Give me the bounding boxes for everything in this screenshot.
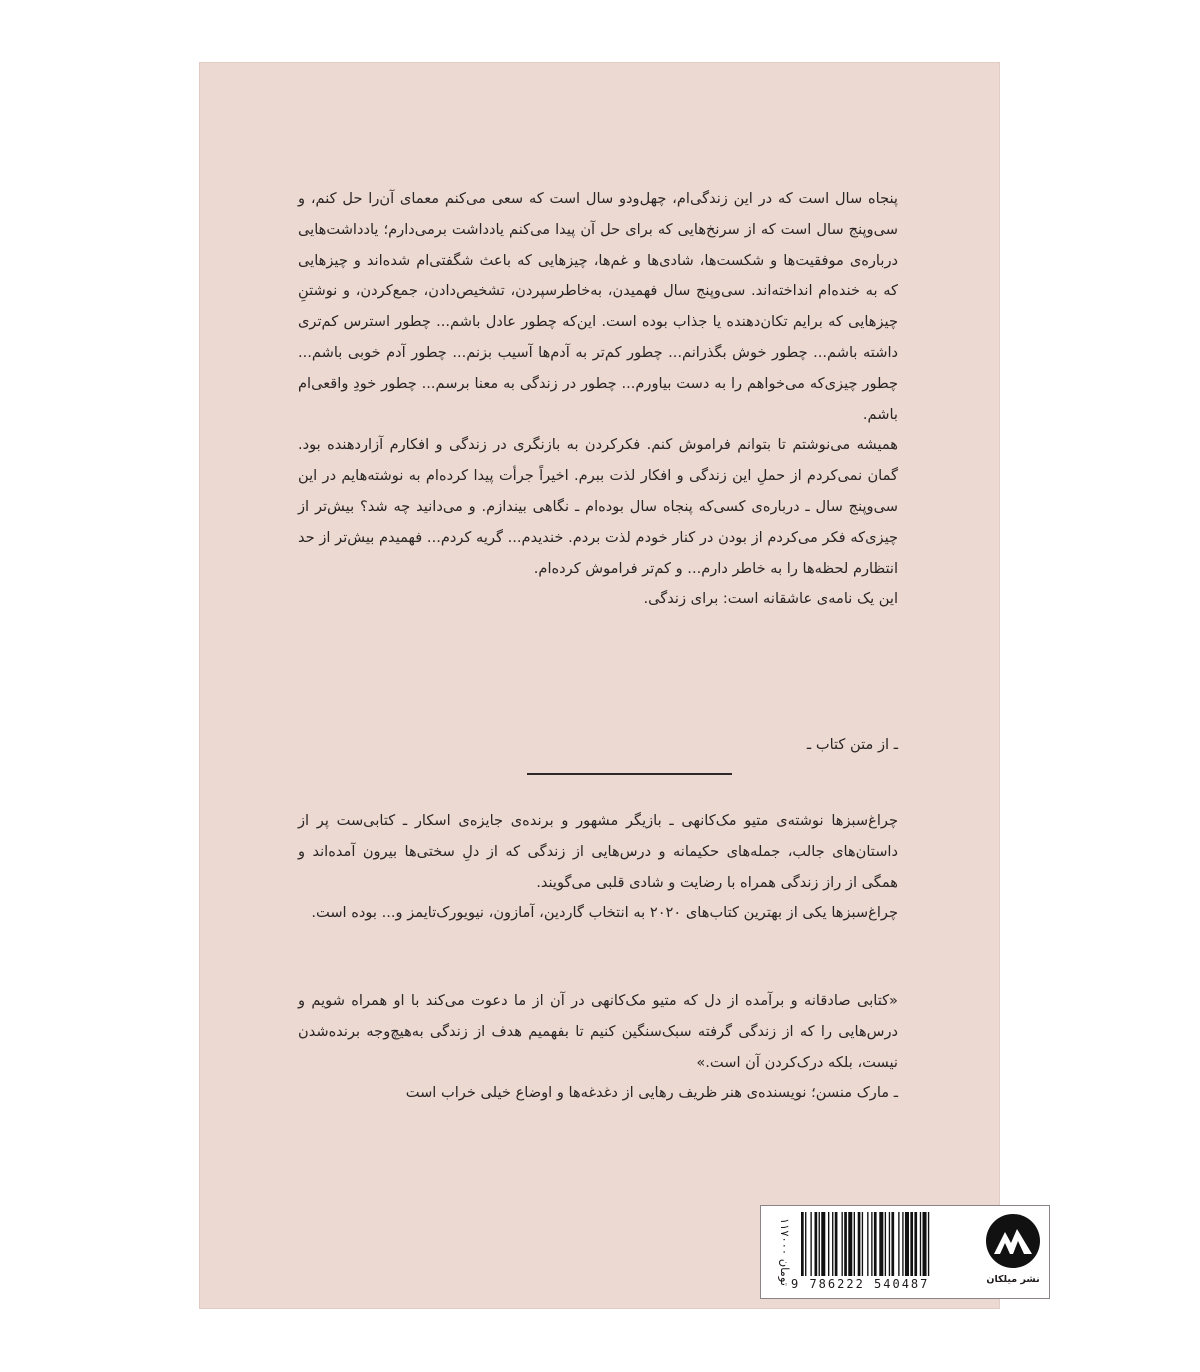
barcode-bar bbox=[832, 1212, 833, 1276]
barcode-bar bbox=[842, 1212, 843, 1276]
barcode bbox=[799, 1212, 971, 1276]
excerpt-source: ـ از متن کتاب ـ bbox=[806, 736, 898, 753]
description-paragraph: چراغ‌سبزها نوشته‌ی متیو مک‌کانهی ـ بازیگر مشهور و برنده‌ی جایزه‌ی اسکار ـ کتابی‌ست پر از داستان‌های جالب، جمله‌های حکیمانه و درس‌هایی از زندگی که از دلِ سختی‌ها بیرون آمده‌اند و همگی از راز زندگی همراه با رضایت و شادی قلبی می‌گویند. bbox=[298, 812, 898, 891]
barcode-bar bbox=[810, 1212, 811, 1276]
description-paragraph: چراغ‌سبزها یکی از بهترین کتاب‌های ۲۰۲۰ به انتخاب گاردین، آمازون، نیویورک‌تایمز و... بوده است. bbox=[311, 904, 898, 922]
barcode-bar bbox=[867, 1212, 868, 1276]
barcode-bar bbox=[928, 1212, 929, 1276]
barcode-bar bbox=[914, 1212, 917, 1276]
mountains-icon bbox=[985, 1212, 1041, 1270]
barcode-bar bbox=[821, 1212, 825, 1276]
price-label: ۱۱۷۰۰۰ تومان bbox=[778, 1218, 792, 1286]
barcode-bar bbox=[815, 1212, 818, 1276]
barcode-bar bbox=[891, 1212, 894, 1276]
publisher-logo bbox=[983, 1212, 1043, 1292]
barcode-bar bbox=[889, 1212, 890, 1276]
section-divider bbox=[527, 773, 732, 775]
isbn-number: 9 786222 540487 bbox=[791, 1277, 930, 1291]
review-attribution: ـ مارک منسن؛ نویسنده‌ی هنر ظریف رهایی از دغدغه‌ها و اوضاع خیلی خراب است bbox=[405, 1084, 898, 1102]
barcode-bar bbox=[871, 1212, 872, 1276]
barcode-bar bbox=[854, 1212, 855, 1276]
barcode-bar bbox=[801, 1212, 804, 1276]
book-excerpt bbox=[298, 184, 898, 615]
barcode-bar bbox=[844, 1212, 847, 1276]
barcode-bar bbox=[805, 1212, 806, 1276]
barcode-bar bbox=[874, 1212, 877, 1276]
barcode-bar bbox=[858, 1212, 861, 1276]
publisher-name: نشر میلکان bbox=[986, 1274, 1040, 1285]
barcode-bar bbox=[862, 1212, 863, 1276]
barcode-bar bbox=[819, 1212, 820, 1276]
barcode-bar bbox=[835, 1212, 838, 1276]
barcode-bar bbox=[828, 1212, 829, 1276]
barcode-bar bbox=[902, 1212, 903, 1276]
book-description bbox=[298, 806, 898, 929]
barcode-bar bbox=[898, 1212, 899, 1276]
barcode-bar bbox=[920, 1212, 921, 1276]
barcode-bar bbox=[923, 1212, 927, 1276]
book-back-cover bbox=[199, 62, 1040, 1309]
barcode-bar bbox=[910, 1212, 913, 1276]
barcode-bar bbox=[905, 1212, 909, 1276]
review-quote: «کتابی صادقانه و برآمده از دل که متیو مک‌کانهی در آن از ما دعوت می‌کند با او همراه شویم و درس‌هایی را که از زندگی گرفته سبک‌سنگین کنیم تا بفهمیم هدف از زندگی به‌هیچ‌وجه برنده‌شدن نیست، بلکه درک‌کردن آن است.» bbox=[298, 992, 898, 1071]
excerpt-paragraph: همیشه می‌نوشتم تا بتوانم فراموش کنم. فکرکردن به بازنگری در زندگی و افکارم آزاردهنده بود. گمان نمی‌کردم از حملِ این زندگی و افکار لذت ببرم. اخیراً جرأت پیدا کرده‌ام به نوشته‌هایم در این سی‌وپنج سال ـ درباره‌ی کسی‌که پنجاه سال بوده‌ام ـ نگاهی بیندازم. و می‌دانید چه شد؟ بیش‌تر از چیزی‌که فکر می‌کردم از بودن در کنار خودم لذت بردم. خندیدم... گریه کردم... فهمیدم بیش‌تر از حد انتظارم لحظه‌ها را به خاطر دارم... و کم‌تر فراموش کرده‌ام. bbox=[298, 436, 898, 577]
barcode-bar bbox=[879, 1212, 883, 1276]
barcode-panel bbox=[760, 1205, 1050, 1299]
review-blurb bbox=[298, 986, 898, 1109]
barcode-bar bbox=[885, 1212, 886, 1276]
excerpt-paragraph: پنجاه سال است که در این زندگی‌ام، چهل‌ودو سال است که سعی می‌کنم معمای آن‌را حل کنم، و سی‌وپنج سال است که از سرنخ‌هایی که برای حل آن پیدا می‌کنم یادداشت برمی‌دارم؛ یادداشت‌هایی درباره‌ی موفقیت‌ها و شکست‌ها، شادی‌ها و غم‌ها، چیزهایی که باعث شگفتی‌ام شده‌اند و چیزهایی که به خنده‌ام انداخته‌اند. سی‌وپنج سال فهمیدن، به‌خاطرسپردن، تشخیص‌دادن، جمع‌کردن، و نوشتنِ چیزهایی که برایم تکان‌دهنده یا جذاب بوده است. این‌که چطور عادل باشم... چطور استرس کم‌تری داشته باشم... چطور خوش بگذرانم... چطور کم‌تر به آدم‌ها آسیب بزنم... چطور آدم خوبی باشم... چطور چیزی‌که می‌خواهم را به دست بیاورم... چطور در زندگی به معنا برسم... چطور خودِ واقعی‌ام باشم. bbox=[298, 190, 898, 423]
excerpt-paragraph: این یک نامه‌ی عاشقانه است: برای زندگی. bbox=[643, 590, 898, 608]
barcode-bar bbox=[848, 1212, 852, 1276]
